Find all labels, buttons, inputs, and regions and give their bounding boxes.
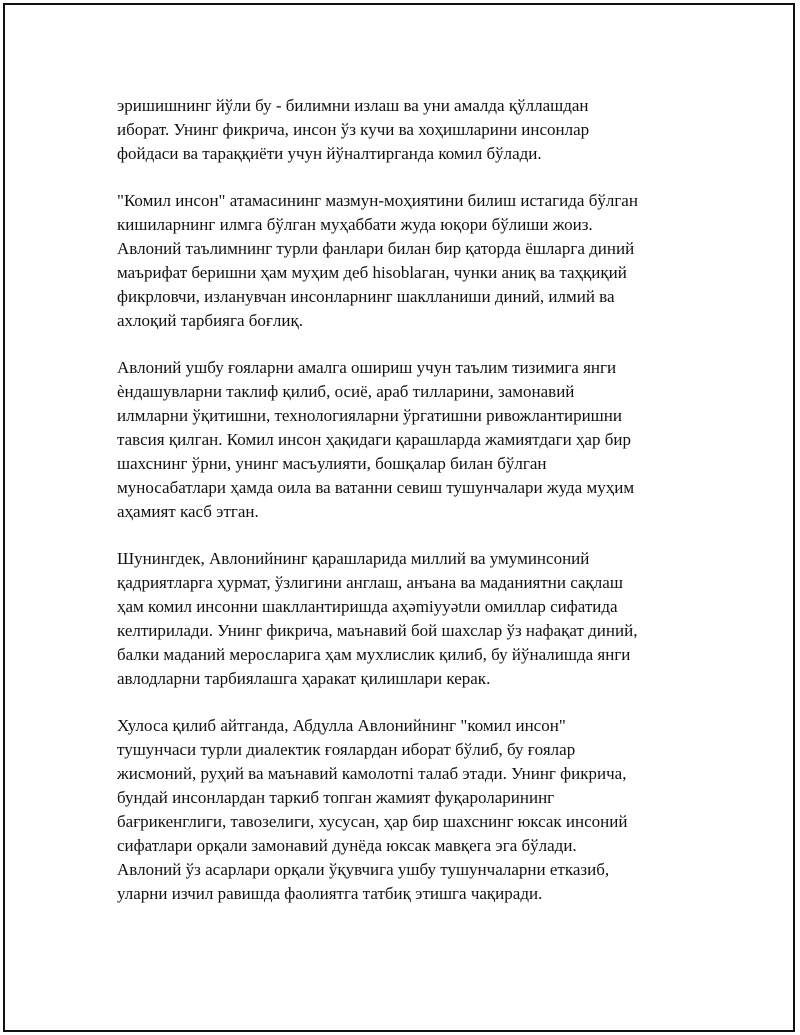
document-body [117,94,697,929]
text-line: иборат. Унинг фикрича, инсон ўз кучи ва хоҳишларини инсонлар [117,120,590,139]
text-line: балки маданий меросларига ҳам мухлислик қилиб, бу йўналишда янги [117,645,631,664]
text-line: эришишнинг йўли бу - билимни излаш ва уни амалда қўллашдан [117,96,589,115]
text-line: илмларни ўқитишни, технологияларни ўргатишни ривожлантиришни [117,406,622,425]
text-line: бундай инсонлардан таркиб топган жамият фуқароларининг [117,788,555,807]
text-line: тавсия қилган. Комил инсон ҳақидаги қарашларда жамиятдаги ҳар бир [117,430,631,449]
text-line: фойдаси ва тараққиёти учун йўналтирганда комил бўлади. [117,144,542,163]
text-line: "Комил инсон" атамасининг мазмун-моҳиятини билиш истагида бўлган [117,191,638,210]
text-line: муносабатлари ҳамда оила ва ватанни севиш тушунчалари жуда муҳим [117,478,635,497]
text-line: ѐндашувларни таклиф қилиб, осиё, араб тилларини, замонавий [117,382,575,401]
paragraph-4 [117,547,697,691]
paragraph-2 [117,189,697,333]
text-line: Хулоса қилиб айтганда, Абдулла Авлонийнинг "комил инсон" [117,716,566,735]
text-line: Авлоний ушбу ғояларни амалга ошириш учун таълим тизимига янги [117,358,617,377]
text-line: жисмоний, руҳий ва маънавий камолотni талаб этади. Унинг фикрича, [117,764,627,783]
text-line: фикрловчи, изланувчан инсонларнинг шаклланиши диний, илмий ва [117,287,615,306]
text-line: шахснинг ўрни, унинг масъулияти, бошқалар билан бўлган [117,454,547,473]
text-line: ҳам комил инсонни шакллантиришда аҳәmiyyәtли омиллар сифатида [117,597,618,616]
text-line: қадриятларга ҳурмат, ўзлигини англаш, анъана ва маданиятни сақлаш [117,573,623,592]
paragraph-5 [117,714,697,906]
text-line: бағрикенглиги, тавозелиги, хусусан, ҳар бир шахснинг юксак инсоний [117,812,628,831]
text-line: тушунчаси турли диалектик ғоялардан иборат бўлиб, бу ғоялар [117,740,576,759]
text-line: уларни изчил равишда фаолиятга татбиқ этишга чақиради. [117,884,543,903]
text-line: кишиларнинг илмга бўлган муҳаббати жуда юқори бўлиши жоиз. [117,215,593,234]
paragraph-3 [117,356,697,524]
text-line: Авлоний таълимнинг турли фанлари билан бир қаторда ёшларга диний [117,239,635,258]
text-line: авлодларни тарбиялашга ҳаракат қилишлари керак. [117,669,491,688]
paragraph-1 [117,94,697,166]
text-line: келтирилади. Унинг фикрича, маънавий бой шахслар ўз нафақат диний, [117,621,638,640]
text-line: Авлоний ўз асарлари орқали ўқувчига ушбу тушунчаларни етказиб, [117,860,610,879]
text-line: аҳамият касб этган. [117,502,259,521]
text-line: маърифат беришни ҳам муҳим деб hisoblаган, чунки аниқ ва таҳқиқий [117,263,627,282]
text-line: Шунингдек, Авлонийнинг қарашларида миллий ва умуминсоний [117,549,590,568]
text-line: сифатлари орқали замонавий дунёда юксак мавқега эга бўлади. [117,836,577,855]
text-line: ахлоқий тарбияга боғлиқ. [117,311,303,330]
